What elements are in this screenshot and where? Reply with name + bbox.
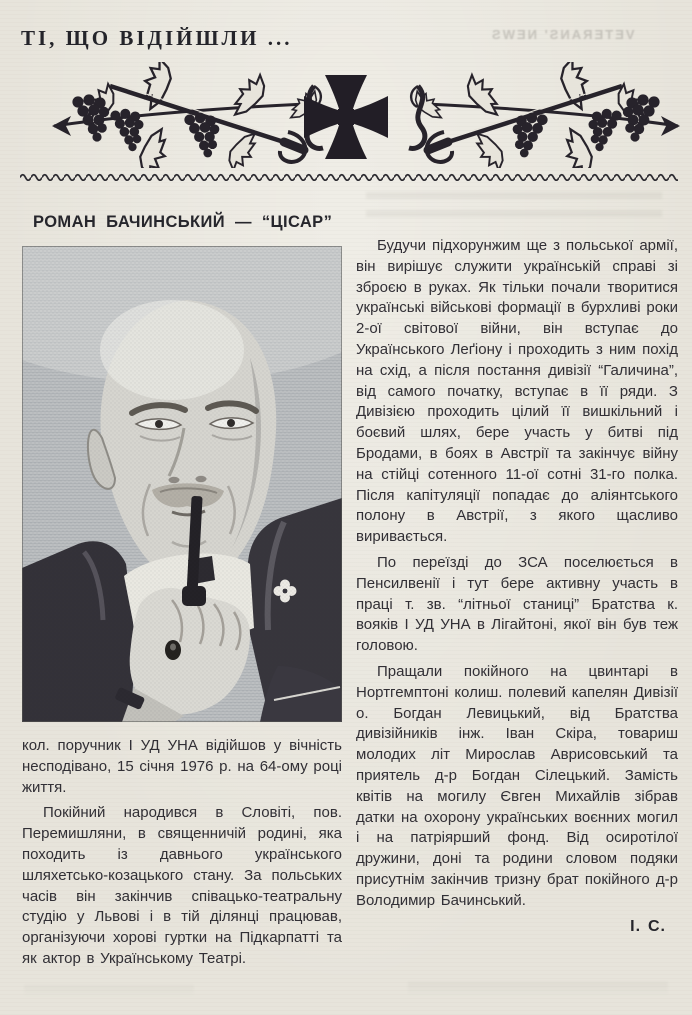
portrait-photo [22,246,342,722]
wavy-divider [20,169,678,181]
bleed-through-smudge [408,982,668,996]
right-paragraph: Будучи підхорунжим ще з польської армії, він вирішує служити українській справі зі зброєю в руках. Як тільки почали творитися українські військові формації в бурхливі роки 2-ої світової війни, він вступає до Українського Леґіону і проходить з ним похід на схід, а після постання дивізії “Галичина”, від самого початку, вступає в її ряди. З Дивізією проходить цілий її вишкільний і боєвий шлях, бере участь у битві під Бродами, в боях в Австрії та закінчує війну на стійці сотенного 11-ої сотні 31-го полка. Після капітуляції попадає до аліянтського полону в Австрії, з якого щасливо виривається. [356,237,678,546]
photo-caption: кол. поручник І УД УНА відійшов у вічність несподівано, 15 січня 1976 р. на 64-ому році життя. [22,737,342,796]
article-title: РОМАН БАЧИНСЬКИЙ — “ЦІСАР” [33,213,333,231]
left-wreath [52,62,323,168]
right-paragraph: Пращали покійного на цвинтарі в Нортгемптоні колиш. полевий капелян Дивізії о. Богдан Левицький, від Братства дивізійників інж. Іван Скіра, товариш молодих літ Мирослав Аврисовський та приятель д-р Богдан Сілецький. Замість квітів на могилу Євген Михайлів зібрав датки на охорону українських воєнних могил і на патріярший фонд. Від осиротілої дружини, доні та родини словом подяки присутнім закінчив тризну брат покійного д-р Володимир Бачинський. [356,662,678,909]
bleed-through-smudge [24,985,194,997]
article-body [22,211,678,970]
left-paragraph: Покійний народився в Словіті, пов. Перемишляни, в священничій родині, яка походить із давнього українського шляхетсько-козацького стану. За польських часів він закінчив співацько-театральну студію у Львові і в тій ділянці працював, організуючи хорові гуртки на Підкарпатті та як актор в Українському Театрі. [22,804,342,967]
right-paragraph: По переїзді до ЗСА поселюється в Пенсилвенії і тут бере активну участь в праці т. зв. “літньої станиці” Братства к. вояків І УД УНА в Лігайтоні, якої він був теж головою. [356,553,678,655]
left-column [22,211,342,970]
section-title: ТІ, ЩО ВІДІЙШЛИ ... [21,26,293,50]
bleed-through-text: VETERANS' NEWS [489,27,634,42]
memorial-ornament [52,62,680,168]
right-column [356,211,678,970]
author-initials: І. С. [630,917,666,935]
